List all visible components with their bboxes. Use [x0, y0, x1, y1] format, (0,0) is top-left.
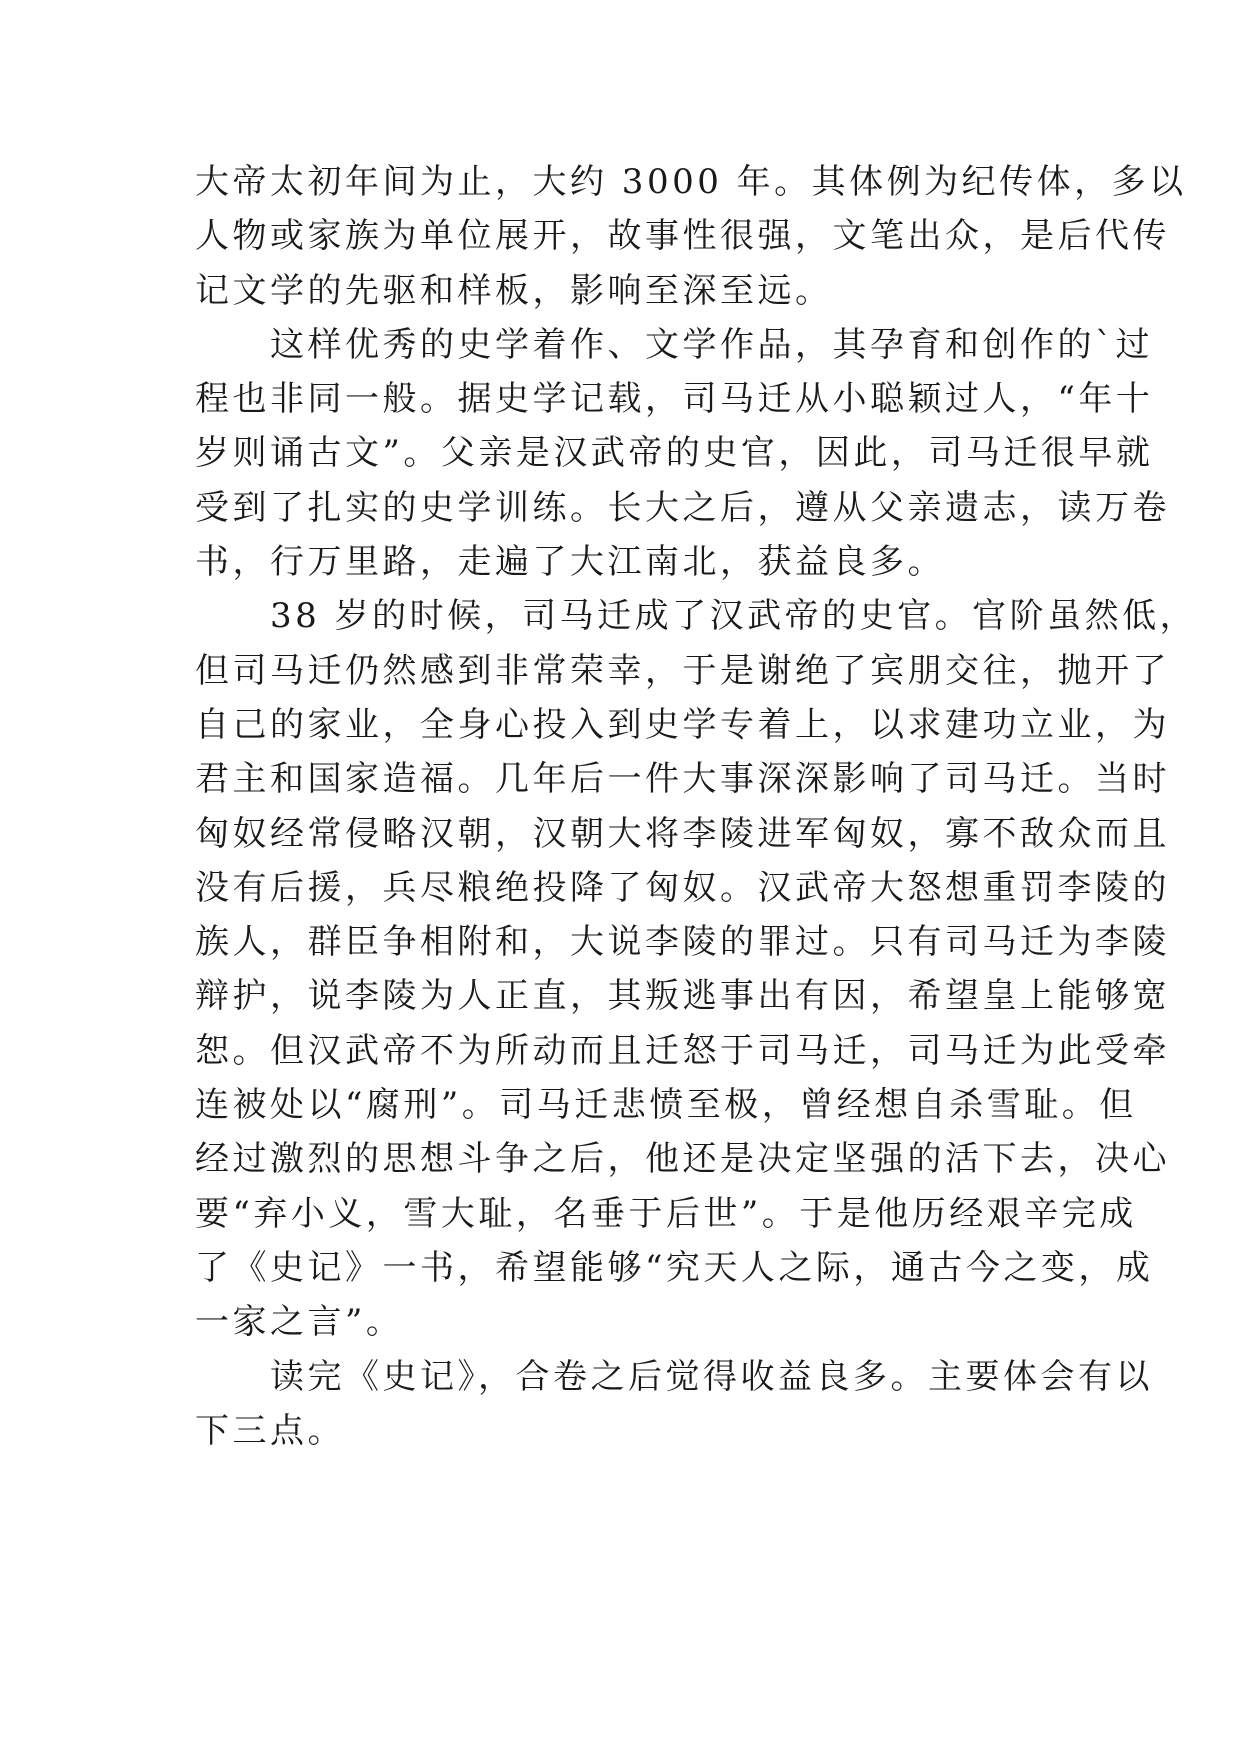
text-line: 程也非同一般。据史学记载，司马迁从小聪颖过人，“年十	[195, 379, 1154, 420]
text-line: 没有后援，兵尽粮绝投降了匈奴。汉武帝大怒想重罚李陵的	[195, 867, 1170, 908]
text-line: 38 岁的时候，司马迁成了汉武帝的史官。官阶虽然低，	[195, 596, 1198, 637]
paragraph-2	[195, 318, 1170, 589]
text-line: 君主和国家造福。几年后一件大事深深影响了司马迁。当时	[195, 759, 1170, 800]
paragraph-1	[195, 155, 1187, 318]
document-body	[195, 155, 1198, 1458]
paragraph-3	[195, 589, 1198, 1349]
text-line: 书，行万里路，走遍了大江南北，获益良多。	[195, 542, 945, 583]
text-line: 岁则诵古文”。父亲是汉武帝的史官，因此，司马迁很早就	[195, 433, 1154, 474]
text-line: 人物或家族为单位展开，故事性很强，文笔出众，是后代传	[195, 216, 1170, 257]
text-line: 恕。但汉武帝不为所动而且迁怒于司马迁，司马迁为此受牵	[195, 1030, 1170, 1071]
text-line: 匈奴经常侵略汉朝，汉朝大将李陵进军匈奴，寡不敌众而且	[195, 813, 1170, 854]
text-line: 经过激烈的思想斗争之后，他还是决定坚强的活下去，决心	[195, 1139, 1170, 1180]
text-line: 自己的家业，全身心投入到史学专着上，以求建功立业，为	[195, 704, 1170, 745]
text-line: 辩护，说李陵为人正直，其叛逃事出有因，希望皇上能够宽	[195, 976, 1170, 1017]
text-line: 记文学的先驱和样板，影响至深至远。	[195, 270, 833, 311]
text-line: 了《史记》一书，希望能够“究天人之际，通古今之变，成	[195, 1247, 1154, 1288]
text-line: 但司马迁仍然感到非常荣幸，于是谢绝了宾朋交往，抛开了	[195, 650, 1170, 691]
text-line: 一家之言”。	[195, 1302, 404, 1343]
paragraph-4	[195, 1350, 1153, 1459]
text-line: 下三点。	[195, 1410, 345, 1451]
text-line: 读完《史记》，合卷之后觉得收益良多。主要体会有以	[195, 1356, 1153, 1397]
text-line: 族人，群臣争相附和，大说李陵的罪过。只有司马迁为李陵	[195, 922, 1170, 963]
text-line: 连被处以“腐刑”。司马迁悲愤至极，曾经想自杀雪耻。但	[195, 1085, 1137, 1126]
text-line: 受到了扎实的史学训练。长大之后，遵从父亲遗志，读万卷	[195, 487, 1170, 528]
text-line: 这样优秀的史学着作、文学作品，其孕育和创作的`过	[195, 324, 1153, 365]
text-line: 大帝太初年间为止，大约 3000 年。其体例为纪传体，多以	[195, 162, 1187, 202]
text-line: 要“弃小义，雪大耻，名垂于后世”。于是他历经艰辛完成	[195, 1193, 1137, 1234]
